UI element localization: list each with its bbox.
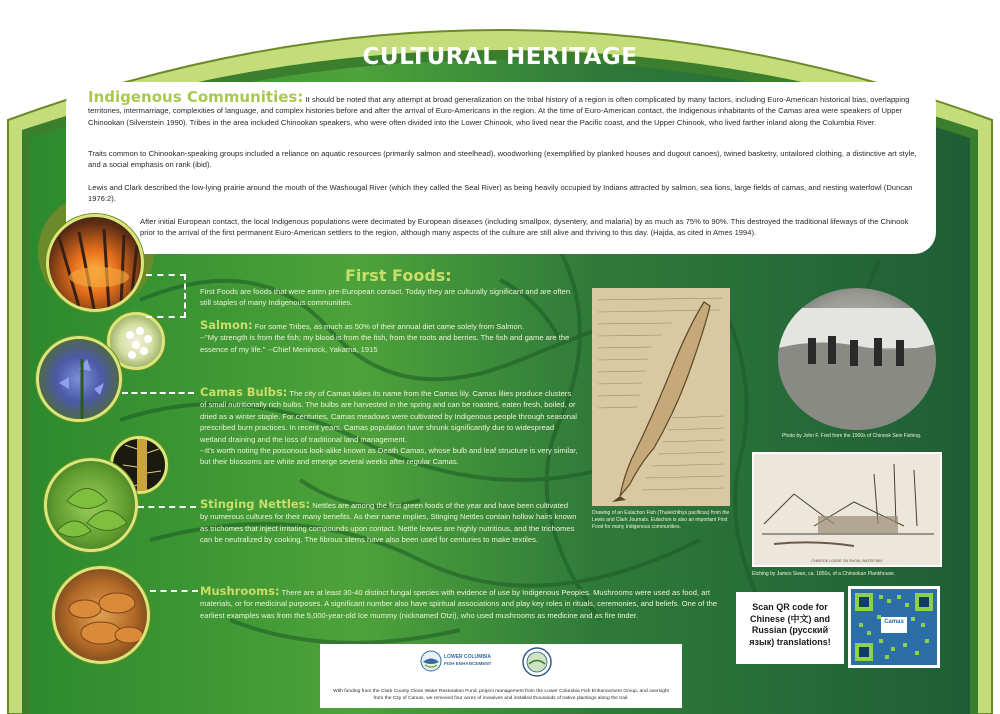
camas-section — [200, 387, 578, 468]
nettles-heading: Stinging Nettles: — [200, 497, 311, 511]
indigenous-paragraph-4: After initial European contact, the local Indigenous populations were decimated by European diseases (including smallpox, dysentery, and malaria) by as much as 75% to 90%. This destroyed the traditional lifeways of the Chinook prior to the arrival of the first permanent Euro-American settlers to the region, although many aspects of the culture are still alive and thriving to this day. (Hajda, as cited in Ames 1994). — [140, 217, 909, 238]
funding-panel — [320, 644, 682, 708]
mushrooms-text: There are at least 30-40 distinct fungal species with evidence of use by Indigenous Peoples. Mushrooms were used as food, art materials, or for medicinal purposes. A significant number also have spiritual associations and play key roles in rituals, ceremonies, and beliefs. One of the earliest examples was from the 5,000-year-old Ice mummy (nicknamed Otzi), who used mushrooms as medicine and as fire tinder. — [200, 588, 718, 620]
stinging-nettle-photo — [44, 458, 138, 552]
indigenous-paragraph-1 — [88, 88, 918, 128]
qr-instructions — [736, 592, 844, 664]
camas-note: --It's worth noting the poisonous look-alike known as Death Camas, whose bulb and leaf structure is very similar, but their blossoms are white and emerge several weeks after regular Camas. — [200, 446, 578, 467]
first-foods-intro: First Foods are foods that were eaten pre-European contact. Today they are culturally significant and are often still staples of many Indigenous communities. — [200, 287, 571, 308]
lcfeg-logo-icon — [420, 650, 442, 672]
indigenous-paragraph-3: Lewis and Clark described the low-lying prairie around the mouth of the Washougal River (which they called the Seal River) as being heavily occupied by Indians attracted by salmon, sea lions, large fields of camas, and nesting waterfowl (Duncan 1976:2). — [88, 183, 913, 204]
indigenous-heading: Indigenous Communities: — [88, 88, 304, 106]
first-foods-heading: First Foods: — [345, 266, 452, 285]
qr-line-2: Chinese (中文) and — [749, 613, 830, 624]
indigenous-communities-panel — [66, 82, 936, 254]
qr-code-label: Camas — [884, 619, 904, 625]
plankhouse-etching — [752, 452, 942, 567]
qr-code-icon — [851, 589, 937, 665]
camas-heading: Camas Bulbs: — [200, 385, 288, 399]
lcfeg-logo-text-2: FISH ENHANCEMENT — [444, 661, 492, 666]
connector-camas — [122, 392, 194, 394]
city-of-camas-seal-icon — [522, 647, 552, 677]
qr-line-3: Russian (русский — [751, 625, 829, 635]
salmon-fire-photo — [46, 214, 144, 312]
indigenous-text-1: It should be noted that any attempt at broad generalization on the tribal history of a region is often complicated by many factors, including Euro-American historical bias, overlapping territories, intermarriage, complexities of language, and complex histories before and after the arrival of Euro-Americans in the region. At the time of Euro-American contact, the Indigenous inhabitants of the Camas area were speakers of Upper Chinookan (Silverstein 1990). Tribes in the area included Chinookan speakers, who were often divided into the Lower Chinook, who lived near the Pacific coast, and the Upper Chinook, who lived farther inland along the Columbia River. — [88, 95, 910, 127]
indigenous-paragraph-2: Traits common to Chinookan-speaking groups included a reliance on aquatic resources (primarily salmon and steelhead), woodworking (exemplified by planked houses and dugout canoes), twined basketry, untailored clothing, a distinctive art style, and a social emphasis on rank (ibid). — [88, 149, 917, 170]
camas-lily-photo — [36, 336, 122, 422]
etching-caption: Etching by James Swan, ca. 1850s, of a Chinookan Plankhouse. — [752, 571, 896, 577]
camas-text: The city of Camas takes its name from the Camas lily. Camas lilies produce clusters of small nutritionally rich bulbs. The bulbs are harvested in the spring and can be roasted, eaten fresh, boiled, or dried as a winter staple. For centuries, Camas meadows were cultivated by Indigenous people through seasonal prescribed burn practices. In recent years, Camas population have shrunk significantly due to widespread wetland draining and the loss of traditional land management. — [200, 389, 577, 444]
eulachon-drawing — [592, 288, 730, 506]
connector-mushrooms — [150, 590, 198, 592]
mushrooms-photo — [52, 566, 150, 664]
nettles-text: Nettles are among the first green foods of the year and have been cultivated by numerous cultures for their many benefits. As their name implies, Stinging Nettles contain hollow hairs known as trichomes that inject irritating compounds upon contact. Nettle leaves are highly nutritious, and the trichomes can be neutralized by cooking. The fibrous stems have also been used for centuries to make textiles. — [200, 501, 577, 545]
eulachon-caption: Drawing of an Eulachon Fish (Thaleichthys pacificus) from the Lewis and Clark Journals. Eulachon is also an important First Food for many Indigenous communities. — [592, 510, 730, 530]
nettles-section — [200, 499, 578, 546]
sign-title: CULTURAL HERITAGE — [362, 44, 638, 70]
lcfeg-logo-text-1: LOWER COLUMBIA — [444, 654, 491, 660]
chinook-seine-fishing-photo — [778, 288, 936, 430]
salmon-section — [200, 320, 578, 355]
connector-nettles — [138, 506, 196, 508]
qr-line-1: Scan QR code for — [752, 602, 828, 612]
qr-line-4: язык) translations! — [749, 636, 831, 647]
qr-code[interactable] — [848, 586, 940, 668]
mushrooms-heading: Mushrooms: — [200, 584, 280, 598]
salmon-text: For some Tribes, as much as 50% of their annual diet came solely from Salmon. — [254, 322, 525, 331]
salmon-heading: Salmon: — [200, 318, 253, 332]
funding-text: With funding from the Clark County Clean Water Restoration Fund, project management from the Lower Columbia Fish Enhancement Group, and oversight from the City of Camas, we removed four acres of invasives and installed thousands of native plantings along the trail. — [333, 689, 669, 701]
connector-salmon — [146, 274, 186, 318]
salmon-quote: --"My strength is from the fish; my blood is from the fish, from the roots and berries. The fish and game are the essence of my life." --Chief Meninock, Yakama, 1915 — [200, 333, 570, 354]
fishing-caption: Photo by John F. Ford from the 1900s of Chinook Sein Fishing. — [782, 433, 922, 439]
etching-inner-caption: CHINOOK LODGE ON SHOAL WATER BAY — [811, 559, 883, 563]
mushrooms-section — [200, 586, 725, 621]
